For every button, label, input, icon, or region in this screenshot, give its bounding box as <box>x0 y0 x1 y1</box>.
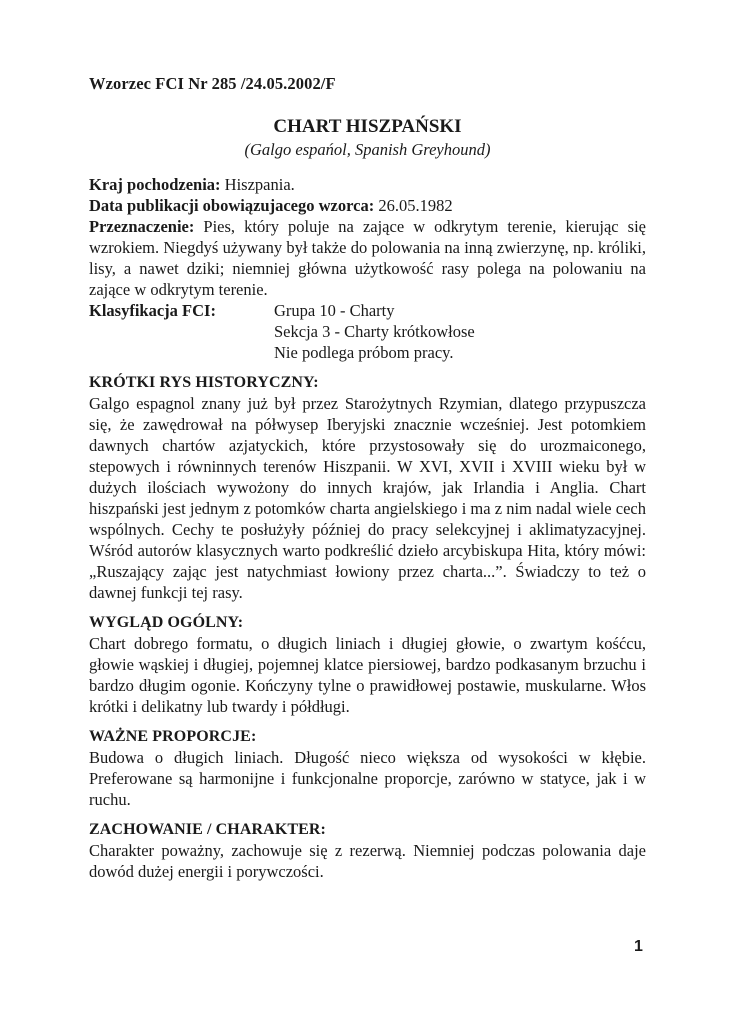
general-appearance-section <box>89 612 646 717</box>
section-text: Chart dobrego formatu, o długich liniach i długiej głowie, o zwartym kośćcu, głowie wąskiej i długiej, pojemnej klatce piersiowej, bardzo podkasanym brzuchu i bardzo długim ogonie. Kończyny tylne o prawidłowej postawie, muskularne. Włos krótki i delikatny lub twardy i półdługi. <box>89 634 646 716</box>
fci-group: Grupa 10 - Charty <box>274 301 395 320</box>
page-number: 1 <box>634 938 643 955</box>
proportions-section <box>89 726 646 810</box>
publication-value: 26.05.1982 <box>374 196 453 215</box>
breed-alt-names: (Galgo espańol, Spanish Greyhound) <box>244 140 491 159</box>
publication-label: Data publikacji obowiązujacego wzorca: <box>89 196 375 215</box>
standard-number: Wzorzec FCI Nr 285 /24.05.2002/F <box>89 74 336 93</box>
section-text: Charakter poważny, zachowuje się z rezerwą. Niemniej podczas polowania daje dowód dużej energii i porywczości. <box>89 841 646 881</box>
fci-label: Klasyfikacja FCI: <box>89 301 216 320</box>
section-heading: WAŻNE PROPORCJE: <box>89 728 257 745</box>
section-heading: WYGLĄD OGÓLNY: <box>89 614 244 631</box>
fci-values <box>274 300 475 363</box>
purpose-value: Pies, który poluje na zające w odkrytym terenie, kierując się wzrokiem. Niegdyś używany był także do polowania na inną zwierzynę, np. króliki, lisy, a nawet dziki; niemniej główna użytkowość rasy polega na polowaniu na zające w odkrytym terenie. <box>89 217 646 299</box>
purpose-paragraph <box>89 216 646 300</box>
section-heading: ZACHOWANIE / CHARAKTER: <box>89 821 326 838</box>
breed-title: CHART HISZPAŃSKI <box>273 116 462 137</box>
publication-line <box>89 195 646 216</box>
fci-working-trial: Nie podlega próbom pracy. <box>274 343 454 362</box>
fci-classification <box>89 300 646 363</box>
section-heading: KRÓTKI RYS HISTORYCZNY: <box>89 374 319 391</box>
section-text: Galgo espagnol znany już był przez Starożytnych Rzymian, dlatego przypuszcza się, że zawędrował na półwysep Iberyjski znacznie wcześniej. Jest potomkiem dawnych chartów azjatyckich, które przystosowały się do urozmaiconego, stepowych i równinnych terenów Hiszpanii. W XVI, XVII i XVIII wieku był w dużych ilościach wywożony do innych krajów, jak Irlandia i Anglia. Chart hiszpański jest jednym z potomków charta angielskiego i ma z nim nadal wiele cech wspólnych. Cechy te posłużyły później do pracy selekcyjnej i aklimatyzacyjnej. Wśród autorów klasycznych warto podkreślić dzieło arcybiskupa Hita, który mówi: „Ruszający zając jest natychmiast łowiony przez charta...”. Świadczy to też o dawnej funkcji tej rasy. <box>89 394 646 602</box>
document-body <box>89 174 646 882</box>
behaviour-section <box>89 819 646 882</box>
purpose-label: Przeznaczenie: <box>89 217 195 236</box>
document-page <box>89 0 646 1024</box>
section-text: Budowa o długich liniach. Długość nieco większa od wysokości w kłębie. Preferowane są harmonijne i funkcjonalne proporcje, zarówno w statyce, jak i w ruchu. <box>89 748 646 809</box>
origin-line <box>89 174 646 195</box>
history-section <box>89 372 646 603</box>
origin-label: Kraj pochodzenia: <box>89 175 221 194</box>
fci-section: Sekcja 3 - Charty krótkowłose <box>274 322 475 341</box>
origin-value: Hiszpania. <box>220 175 295 194</box>
